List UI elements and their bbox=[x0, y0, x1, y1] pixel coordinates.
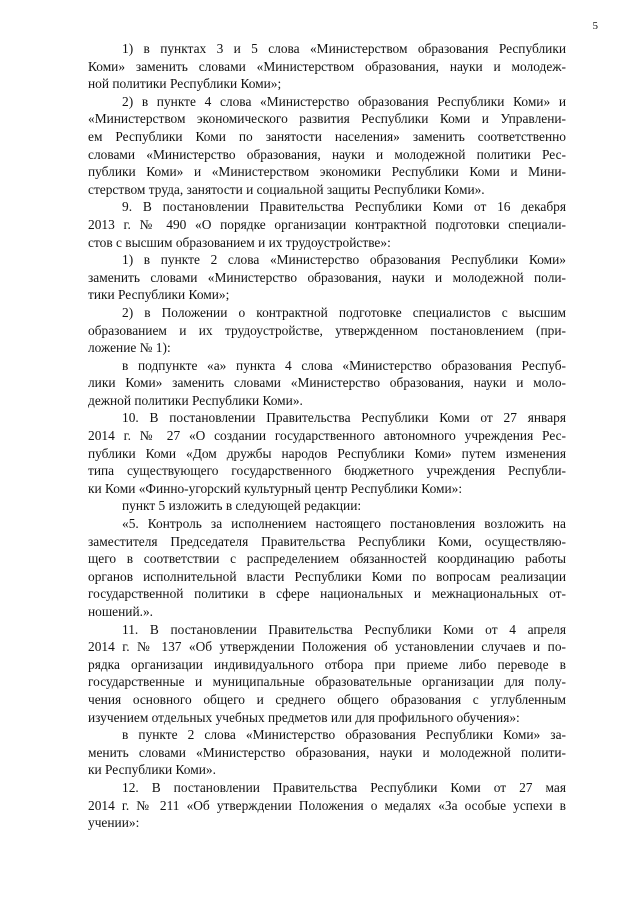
text-line: «5. Контроль за исполнением настоящего постановления возложить на bbox=[122, 516, 566, 532]
text-line: учении»: bbox=[88, 815, 140, 831]
text-line: 9. В постановлении Правительства Республики Коми от 16 декабря bbox=[122, 199, 566, 215]
document-body bbox=[88, 40, 566, 832]
text-line: 2014 г. № 137 «Об утверждении Положения об установлении случаев и по- bbox=[88, 639, 566, 655]
text-line: стов с высшим образованием и их трудоустройстве»: bbox=[88, 234, 391, 250]
text-line: заместителя Председателя Правительства Республики Коми, осуществляю- bbox=[88, 533, 566, 549]
text-line: дежной политики Республики Коми». bbox=[88, 392, 303, 408]
text-line: ношений.». bbox=[88, 604, 154, 619]
text-line: чения основного общего и среднего общего образования с углубленным bbox=[88, 691, 566, 707]
text-line: ной политики Республики Коми»; bbox=[88, 76, 282, 92]
text-line: пункт 5 изложить в следующей редакции: bbox=[122, 498, 362, 514]
text-line: образованием и их трудоустройстве, утвержденном постановлением (при- bbox=[88, 322, 566, 338]
text-line: стерством труда, занятости и социальной защиты Республики Коми». bbox=[88, 181, 485, 197]
text-line: тики Республики Коми»; bbox=[88, 287, 230, 303]
text-line: 2014 г. № 211 «Об утверждении Положения о медалях «За особые успехи в bbox=[88, 797, 566, 813]
page-number: 5 bbox=[592, 20, 598, 32]
text-line: публики Коми» и «Министерством экономики Республики Коми и Мини- bbox=[88, 164, 566, 180]
text-line: в подпункте «а» пункта 4 слова «Министерство образования Респуб- bbox=[122, 357, 566, 373]
text-line: государственные и муниципальные образовательные организации для полу- bbox=[88, 674, 566, 690]
text-line: лики Коми» заменить словами «Министерство образования, науки и моло- bbox=[88, 375, 566, 391]
text-line: 1) в пункте 2 слова «Министерство образования Республики Коми» bbox=[122, 252, 566, 268]
text-line: 1) в пунктах 3 и 5 слова «Министерством образования Республики bbox=[122, 41, 566, 56]
text-line: ложение № 1): bbox=[88, 340, 171, 356]
text-line: 2) в пункте 4 слова «Министерство образования Республики Коми» и bbox=[122, 93, 566, 109]
text-line: в пункте 2 слова «Министерство образования Республики Коми» за- bbox=[122, 727, 566, 743]
text-line: ки Республики Коми». bbox=[88, 762, 216, 778]
text-line: публики Коми «Дом дружбы народов Республики Коми» путем изменения bbox=[88, 445, 566, 461]
text-line: типа существующего государственного бюджетного учреждения Республи- bbox=[88, 463, 566, 479]
text-line: 2014 г. № 27 «О создании государственного автономного учреждения Рес- bbox=[88, 428, 566, 444]
text-line: 10. В постановлении Правительства Республики Коми от 27 января bbox=[122, 410, 566, 426]
text-line: «Министерством экономического развития Республики Коми и Управлени- bbox=[88, 111, 566, 127]
text-line: государственной политики в сфере национальных и межнациональных от- bbox=[88, 586, 566, 602]
text-line: щего в соответствии с распределением обязанностей координацию работы bbox=[88, 551, 566, 567]
text-line: ки Коми «Финно-угорский культурный центр Республики Коми»: bbox=[88, 480, 463, 496]
text-line: ем Республики Коми по занятости населения» заменить соответственно bbox=[88, 128, 566, 144]
text-line: 11. В постановлении Правительства Республики Коми от 4 апреля bbox=[122, 621, 566, 637]
text-line: 2) в Положении о контрактной подготовке специалистов с высшим bbox=[122, 304, 566, 320]
text-line: 12. В постановлении Правительства Республики Коми от 27 мая bbox=[122, 779, 566, 795]
text-line: заменить словами «Министерство образования, науки и молодежной поли- bbox=[88, 269, 566, 285]
text-line: словами «Министерство образования, науки и молодежной политики Рес- bbox=[88, 146, 566, 162]
text-line: изучением отдельных учебных предметов или для профильного обучения»: bbox=[88, 709, 520, 725]
text-line: 2013 г. № 490 «О порядке организации контрактной подготовки специали- bbox=[88, 216, 566, 232]
text-line: Коми» заменить словами «Министерством образования, науки и молодеж- bbox=[88, 58, 566, 74]
text-line: менить словами «Министерство образования, науки и молодежной полити- bbox=[88, 744, 566, 760]
text-line: органов исполнительной власти Республики Коми по вопросам реализации bbox=[88, 568, 566, 584]
text-line: рядка организации индивидуального отбора при приеме либо переводе в bbox=[88, 656, 566, 672]
